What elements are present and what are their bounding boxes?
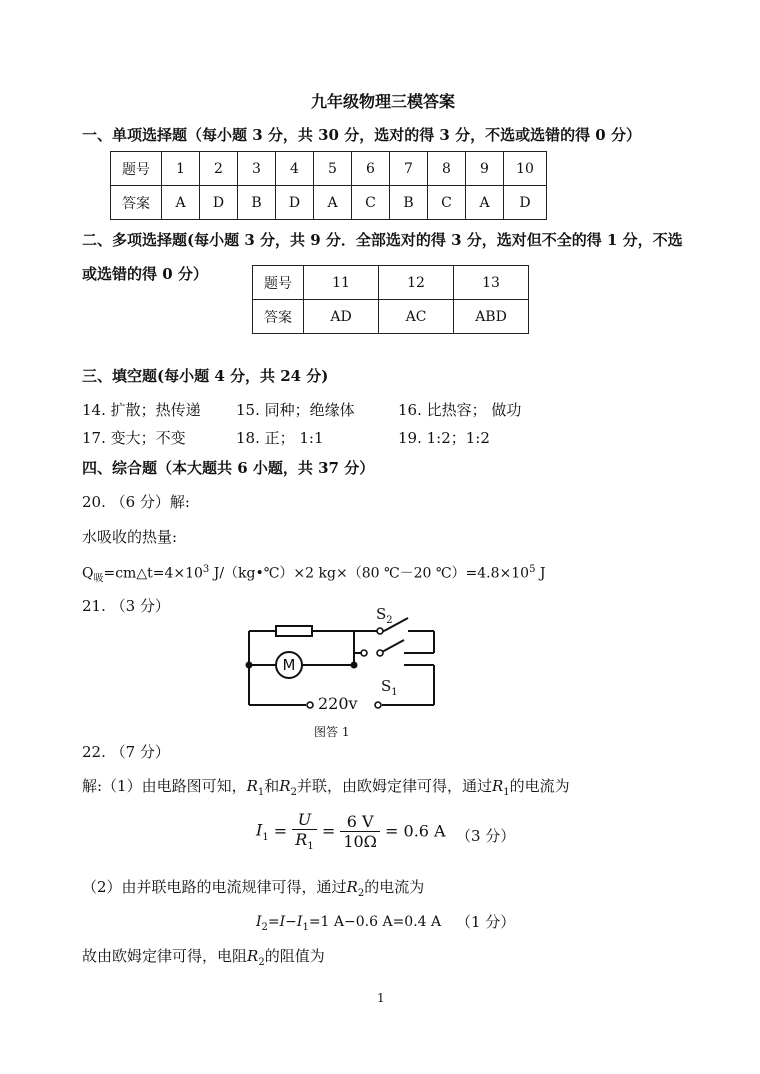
q20-label: 20. （6 分）解:: [82, 493, 190, 511]
q22-score-2: （1 分）: [456, 913, 516, 931]
answer-cell: AD: [304, 300, 379, 334]
section1-heading: 一、单项选择题（每小题 3 分，共 30 分，选对的得 3 分，不选或选错的得 0 分）: [82, 126, 641, 144]
table-row: [111, 152, 547, 186]
fill-answer-18: 18. 正； 1:1: [236, 429, 324, 447]
table-row: [111, 186, 547, 220]
answer-cell: D: [200, 186, 238, 220]
question-number: 2: [200, 152, 238, 186]
question-number: 11: [304, 266, 379, 300]
answer-cell: A: [162, 186, 200, 220]
row-label: 题号: [253, 266, 304, 300]
section4-heading: 四、综合题（本大题共 6 小题，共 37 分）: [82, 459, 375, 477]
section3-heading: 三、填空题(每小题 4 分，共 24 分): [82, 367, 329, 385]
page-title: 九年级物理三模答案: [311, 92, 456, 111]
fill-answer-19: 19. 1:2；1:2: [398, 429, 490, 447]
question-number: 10: [504, 152, 547, 186]
question-number: 1: [162, 152, 200, 186]
row-label: 答案: [253, 300, 304, 334]
question-number: 7: [390, 152, 428, 186]
answer-cell: A: [466, 186, 504, 220]
figure-caption: 图答 1: [314, 725, 350, 739]
single-choice-table: [110, 151, 547, 220]
row-label: 答案: [111, 186, 162, 220]
question-number: 12: [379, 266, 454, 300]
answer-cell: ABD: [454, 300, 529, 334]
answer-cell: D: [276, 186, 314, 220]
motor-label: M: [282, 656, 296, 674]
q20-equation: $Q_吸=cm\triangle t=4\times 10^3$ J/（kg•℃）×2 kg×（80 ℃－20 $℃)=4.8\times 10^5$ J: [82, 564, 546, 585]
ohms-law-formula: $I_1$ = $\frac{U}{R_1}$ = $\frac{6 V}{10\Omega}$ = 0.6 A: [256, 810, 446, 853]
question-number: 4: [276, 152, 314, 186]
page-number: 1: [377, 991, 385, 1005]
section2-heading-line2: 或选错的得 0 分）: [82, 265, 208, 283]
table-row: [253, 266, 529, 300]
question-number: 8: [428, 152, 466, 186]
question-number: 13: [454, 266, 529, 300]
multi-choice-table: [252, 265, 529, 334]
row-label: 题号: [111, 152, 162, 186]
switch-s1-label: $S_1$: [381, 677, 398, 698]
answer-cell: C: [352, 186, 390, 220]
fill-answer-17: 17. 变大；不变: [82, 429, 186, 447]
current-formula: $I_2=I-I_1=1$ A−0.6 A=0.4 A: [256, 914, 442, 933]
q22-line1: 解:（1）由电路图可知，$R_1$和$R_2$并联，由欧姆定律可得，通过$R_1$的电流为: [82, 777, 570, 798]
q22-score-1: （3 分）: [456, 827, 516, 845]
answer-cell: B: [238, 186, 276, 220]
q20-line1: 水吸收的热量:: [82, 528, 178, 546]
answer-cell: C: [428, 186, 466, 220]
switch-s2-label: $S_2$: [376, 605, 393, 626]
answer-cell: A: [314, 186, 352, 220]
answer-cell: D: [504, 186, 547, 220]
fill-answer-14: 14. 扩散；热传递: [82, 401, 201, 419]
q22-line2: （2）由并联电路的电流规律可得，通过$R_2$的电流为: [82, 878, 425, 899]
q22-line3: 故由欧姆定律可得，电阻$R_2$的阻值为: [82, 947, 325, 968]
fill-answer-15: 15. 同种；绝缘体: [236, 401, 355, 419]
question-number: 9: [466, 152, 504, 186]
table-row: [253, 300, 529, 334]
answer-cell: AC: [379, 300, 454, 334]
voltage-label: 220v: [318, 694, 358, 713]
answer-cell: B: [390, 186, 428, 220]
resistor-symbol: [276, 626, 312, 636]
q22-label: 22. （7 分）: [82, 743, 170, 761]
question-number: 3: [238, 152, 276, 186]
section2-heading-line1: 二、多项选择题(每小题 3 分，共 9 分．全部选对的得 3 分，选对但不全的得 1 分，不选: [82, 231, 683, 249]
question-number: 6: [352, 152, 390, 186]
fill-answer-16: 16. 比热容； 做功: [398, 401, 522, 419]
question-number: 5: [314, 152, 352, 186]
q21-label: 21. （3 分）: [82, 597, 170, 615]
